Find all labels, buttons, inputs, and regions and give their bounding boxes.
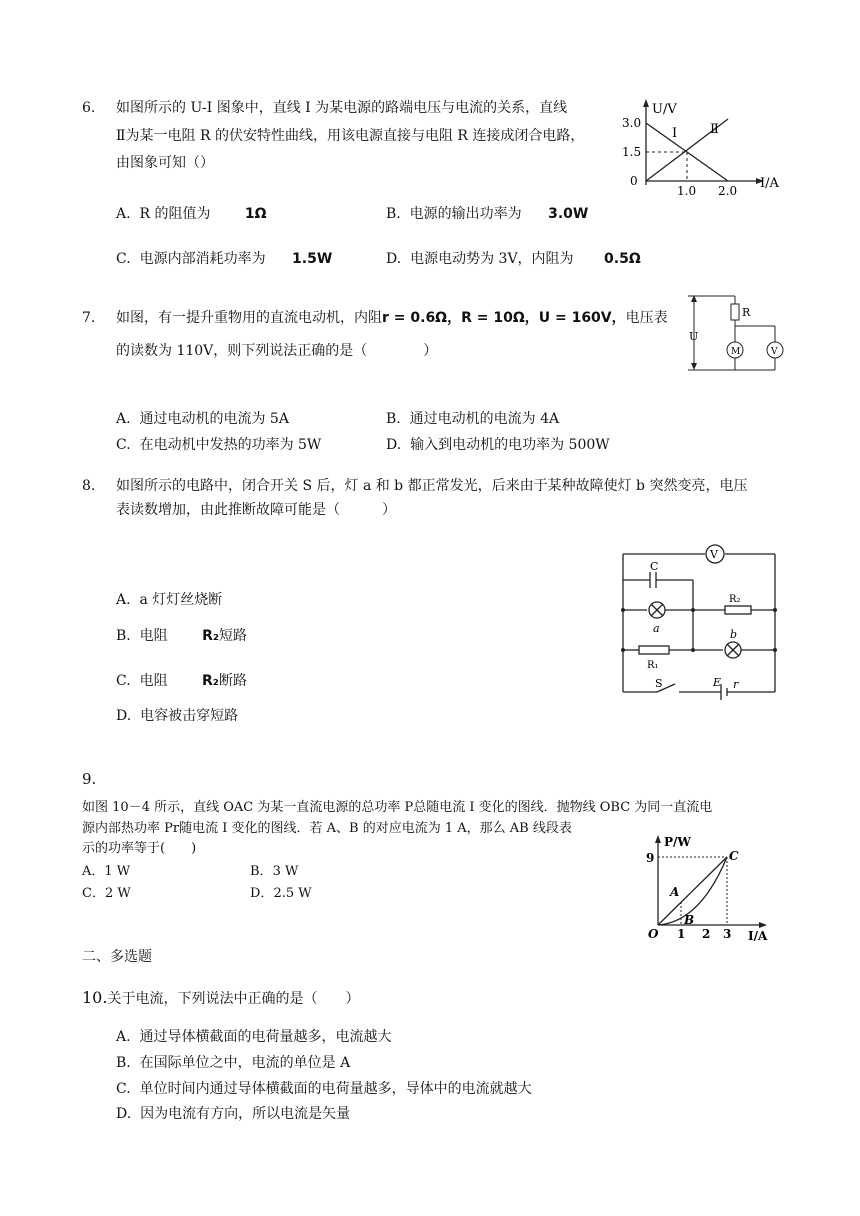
q8-e-label: E: [713, 676, 722, 689]
q9-x-tick: 2: [702, 927, 711, 941]
svg-text:M: M: [731, 347, 741, 357]
q6-y-tick: 3.0: [622, 116, 642, 130]
q6-line-label: Ⅱ: [710, 122, 719, 137]
q7-r-label: R: [742, 306, 751, 319]
q9-stem-line2: 源内部热功率 Pr随电流 I 变化的图线．若 A、B 的对应电流为 1 A，那么 AB 线段表: [82, 821, 572, 836]
q9-x-tick: 3: [723, 927, 732, 941]
q8-r-label: r: [733, 678, 739, 691]
q9-option-b[interactable]: B．3 W: [250, 864, 299, 879]
q7-option-b[interactable]: B. 通过电动机的电流为 4A: [386, 411, 560, 427]
q9-point-c: C: [729, 849, 739, 863]
q10-option-c[interactable]: C. 单位时间内通过导体横截面的电荷量越多，导体中的电流就越大: [116, 1081, 532, 1097]
q9-stem-line1: 如图 10－4 所示，直线 OAC 为某一直流电源的总功率 P总随电流 I 变化的图线．抛物线 OBC 为同一直流电: [82, 800, 713, 815]
q8-r1-label: R₁: [647, 660, 659, 671]
q6-option-c[interactable]: C. 电源内部消耗功率为 1.5W: [116, 251, 333, 267]
q6-x-tick: 2.0: [718, 184, 738, 198]
q8-circuit: [615, 542, 785, 702]
q8-s-label: S: [655, 677, 663, 690]
q6-option-a[interactable]: A. R 的阻值为 1Ω: [116, 206, 267, 222]
q9-x-tick: 1: [677, 927, 686, 941]
q10-option-a[interactable]: A. 通过导体横截面的电荷量越多，电流越大: [116, 1029, 392, 1045]
section-title: 二、多选题: [82, 949, 152, 965]
q10-option-d[interactable]: D. 因为电流有方向，所以电流是矢量: [116, 1106, 351, 1122]
q6-option-d[interactable]: D. 电源电动势为 3V，内阻为 0.5Ω: [386, 251, 641, 267]
q8-stem-line1: 8. 如图所示的电路中，闭合开关 S 后，灯 a 和 b 都正常发光，后来由于某种故障使灯 b 突然变亮，电压: [82, 473, 747, 499]
q7-resistor: [731, 304, 739, 320]
q10-number: 10.: [82, 988, 108, 1007]
q9-stem-line3: 示的功率等于( ): [82, 841, 197, 856]
q7-option-a[interactable]: A. 通过电动机的电流为 5A: [116, 411, 289, 427]
q9-y-label: P/W: [664, 835, 691, 849]
q6-y-tick: 0: [630, 174, 638, 188]
q8-option-b[interactable]: B. 电阻 R₂短路: [116, 628, 248, 644]
q6-stem-line3: 由图象可知（）: [116, 155, 214, 171]
q6-stem-line2: Ⅱ为某一电阻 R 的伏安特性曲线，用该电源直接与电阻 R 连接成闭合电路，: [116, 128, 585, 144]
q7-stem-line1: 7. 如图，有一提升重物用的直流电动机，内阻r = 0.6Ω，R = 10Ω，U = 160V，电压表: [82, 305, 668, 331]
q7-stem-line2: 的读数为 110V，则下列说法正确的是（ ）: [116, 343, 438, 359]
q6-line-label: I: [672, 126, 678, 141]
q8-c-label: C: [650, 560, 659, 573]
q9-option-d[interactable]: D．2.5 W: [250, 886, 312, 901]
q6-x-label: I/A: [760, 176, 779, 191]
svg-text:V: V: [710, 548, 718, 561]
q9-point-b: B: [684, 913, 695, 927]
q8-number: 8.: [82, 478, 96, 494]
q8-b-label: b: [730, 628, 738, 641]
q8-a-label: a: [653, 622, 660, 635]
q6-x-tick: 1.0: [677, 184, 697, 198]
q10-stem: 10.关于电流，下列说法中正确的是（ ）: [82, 988, 360, 1007]
q9-option-a[interactable]: A．1 W: [82, 864, 131, 879]
q10-option-b[interactable]: B. 在国际单位之中，电流的单位是 A: [116, 1055, 351, 1071]
q9-y-tick: 9: [646, 851, 655, 865]
q9-option-c[interactable]: C．2 W: [82, 886, 131, 901]
q6-y-label: U/V: [652, 102, 677, 117]
q6-y-tick: 1.5: [622, 145, 642, 159]
svg-text:V: V: [771, 347, 778, 357]
q6-option-b[interactable]: B. 电源的输出功率为 3.0W: [386, 206, 589, 222]
q8-stem-line2: 表读数增加，由此推断故障可能是（ ）: [116, 502, 396, 518]
q6-number: 6.: [82, 100, 96, 116]
q6-ui-graph: [610, 95, 790, 205]
q9-number: 9.: [82, 770, 97, 788]
q9-point-a: A: [670, 885, 680, 899]
q8-option-d[interactable]: D. 电容被击穿短路: [116, 708, 239, 724]
q8-r2-label: R₂: [729, 594, 741, 605]
q7-number: 7.: [82, 310, 96, 326]
q9-x-label: I/A: [748, 929, 768, 943]
q8-option-a[interactable]: A. a 灯灯丝烧断: [116, 592, 223, 608]
q7-circuit: [680, 290, 790, 375]
q7-option-d[interactable]: D. 输入到电动机的电功率为 500W: [386, 437, 610, 453]
q6-stem-line1: 6. 如图所示的 U-I 图象中，直线 I 为某电源的路端电压与电流的关系，直线: [82, 95, 567, 121]
q7-u-label: U: [689, 330, 699, 343]
q9-origin: O: [648, 927, 659, 941]
q8-option-c[interactable]: C. 电阻 R₂断路: [116, 673, 247, 689]
q7-option-c[interactable]: C. 在电动机中发热的功率为 5W: [116, 437, 322, 453]
q9-pi-graph: [640, 830, 780, 945]
